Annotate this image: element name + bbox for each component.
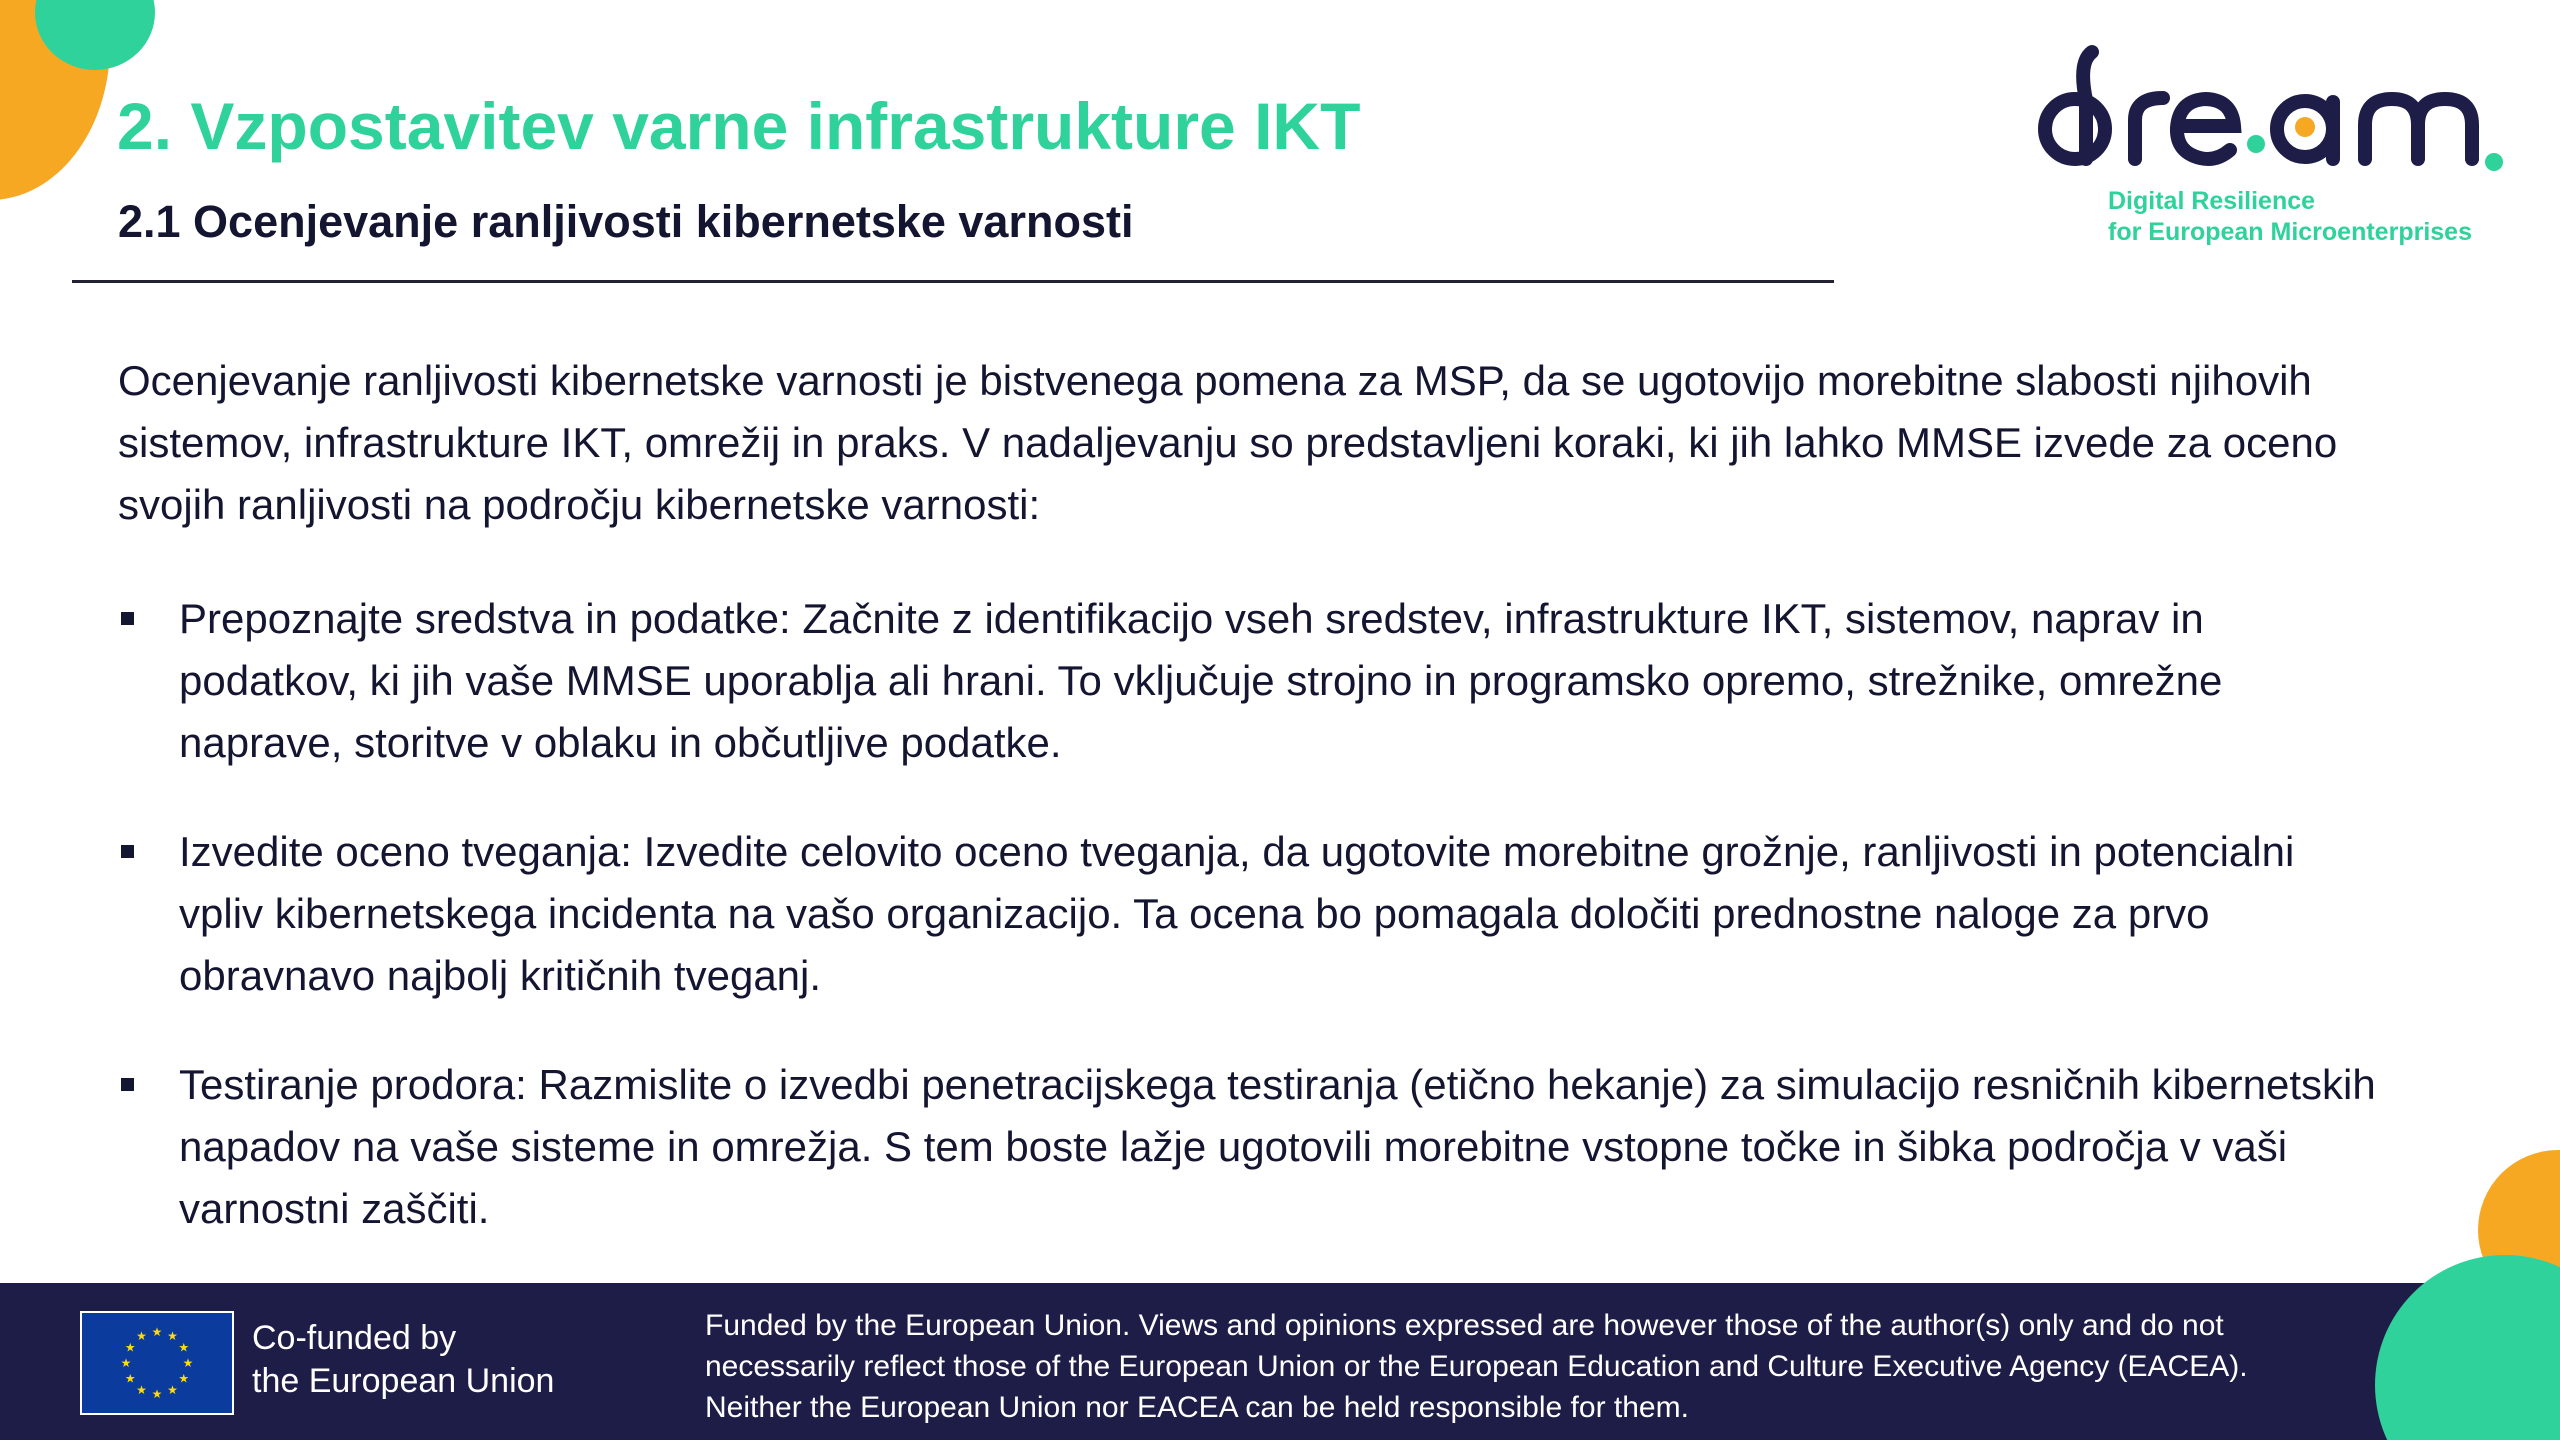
cofunded-label xyxy=(252,1317,554,1403)
eu-star-icon: ★ xyxy=(151,1325,163,1339)
list-item xyxy=(118,821,2378,1007)
square-bullet-icon xyxy=(121,845,134,858)
disclaimer-line3: Neither the European Union nor EACEA can be held responsible for them. xyxy=(705,1391,1689,1424)
square-bullet-icon xyxy=(121,612,134,625)
list-item-text: Prepoznajte sredstva in podatke: Začnite z identifikacijo vseh sredstev, infrastrukture IKT, sistemov, naprav in podatkov, ki jih vaše MMSE uporablja ali hrani. To vključuje strojno in programsko opremo, strežnike, omrežne naprave, storitve v oblaku in občutljive podatke. xyxy=(179,595,2223,766)
disclaimer-line2: necessarily reflect those of the European Union or the European Education and Culture Executive Agency (EACEA). xyxy=(705,1350,2248,1383)
list-item-text: Izvedite oceno tveganja: Izvedite celovito oceno tveganja, da ugotovite morebitne grožnje, ranljivosti in potencialni vpliv kibernetskega incidenta na vašo organizacijo. Ta ocena bo pomagala določiti prednostne naloge za prvo obravnavo najbolj kritičnih tveganj. xyxy=(179,828,2295,999)
list-item-text: Testiranje prodora: Razmislite o izvedbi penetracijskega testiranja (etično hekanje) za simulacijo resničnih kibernetskih napadov na vaše sisteme in omrežja. S tem boste lažje ugotovili morebitne vstopne točke in šibka področja v vaši varnostni zaščiti. xyxy=(179,1061,2376,1232)
intro-paragraph: Ocenjevanje ranljivosti kibernetske varnosti je bistvenega pomena za MSP, da se ugotovijo morebitne slabosti njihovih sistemov, infrastrukture IKT, omrežij in praks. V nadaljevanju so predstavljeni koraki, ki jih lahko MMSE izvede za oceno svojih ranljivosti na področju kibernetske varnosti: xyxy=(118,357,2338,528)
disclaimer-line1: Funded by the European Union. Views and opinions expressed are however those of the author(s) only and do not xyxy=(705,1309,2224,1342)
logo-tagline-line1: Digital Resilience xyxy=(2108,187,2316,215)
logo-tagline-line2: for European Microenterprises xyxy=(2108,218,2472,246)
dream-wordmark-icon xyxy=(2020,40,2520,180)
square-bullet-icon xyxy=(121,1078,134,1091)
title-divider xyxy=(72,280,1834,283)
eu-star-icon: ★ xyxy=(178,1371,190,1386)
eu-star-icon: ★ xyxy=(124,1371,136,1386)
eu-star-icon: ★ xyxy=(182,1356,194,1370)
eu-star-icon: ★ xyxy=(120,1356,132,1370)
eu-star-icon: ★ xyxy=(178,1340,190,1355)
eu-star-icon: ★ xyxy=(136,1329,147,1344)
dream-logo xyxy=(2020,40,2520,260)
list-item xyxy=(118,1054,2378,1240)
funding-disclaimer xyxy=(705,1305,2425,1428)
list-item xyxy=(118,588,2378,774)
eu-flag-icon xyxy=(80,1311,234,1415)
eu-stars-icon xyxy=(82,1313,232,1413)
eu-star-icon: ★ xyxy=(167,1329,178,1344)
eu-star-icon: ★ xyxy=(124,1340,136,1355)
cofunded-line2: the European Union xyxy=(252,1362,555,1400)
eu-star-icon: ★ xyxy=(167,1382,178,1397)
section-subtitle: 2.1 Ocenjevanje ranljivosti kibernetske varnosti xyxy=(118,196,1134,247)
bullet-list xyxy=(118,588,2378,1287)
cofunded-line1: Co-funded by xyxy=(252,1319,457,1357)
eu-star-icon: ★ xyxy=(151,1387,163,1401)
page-title: 2. Vzpostavitev varne infrastrukture IKT xyxy=(117,89,1361,163)
eu-star-icon: ★ xyxy=(136,1382,147,1397)
footer xyxy=(0,1283,2560,1440)
